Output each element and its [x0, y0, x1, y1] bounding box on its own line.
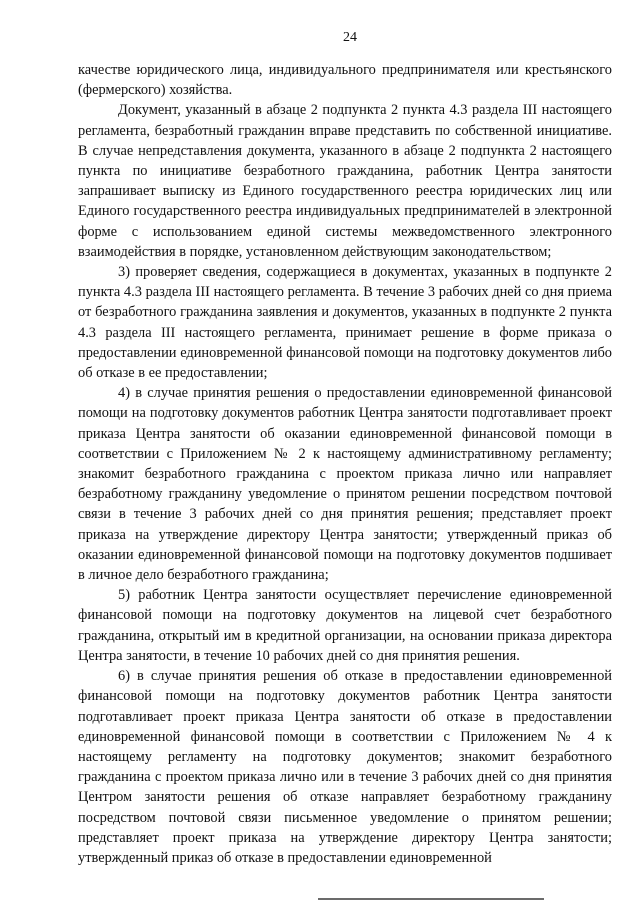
paragraph-item-4: 4) в случае принятия решения о предоставлении единовременной финансовой помощи на подготовку документов работник Центра занятости подготавливает проект приказа Центра занятости об оказании единовременной финансовой помощи в соответствии с Приложением № 2 к настоящему административному регламенту; знакомит безработного гражданина с проектом приказа лично или направляет безработному гражданину уведомление о принятом решении посредством почтовой связи в течение 3 рабочих дней со дня принятия решения; представляет проект приказа на утверждение директору Центра занятости; утвержденный приказ об оказании единовременной финансовой помощи на подготовку документов подшивает в личное дело безработного гражданина;: [78, 385, 612, 584]
paragraph-item-3: 3) проверяет сведения, содержащиеся в документах, указанных в подпункте 2 пункта 4.3 раздела III настоящего регламента. В течение 3 рабочих дней со дня приема от безработного гражданина заявления и документов, указанных в подпункте 2 пункта 4.3 раздела III настоящего регламента, принимает решение в форме приказа о предоставлении единовременной финансовой помощи на подготовку документов либо об отказе в ее предоставлении;: [78, 264, 612, 382]
paragraph-item-6: 6) в случае принятия решения об отказе в предоставлении единовременной финансовой помощи на подготовку документов работник Центра занятости подготавливает проект приказа Центра занятости об отказе в предоставлении единовременной финансовой помощи в соответствии с Приложением № 4 к настоящему регламенту на подготовку документов; знакомит безработного гражданина с проектом приказа лично или в течение 3 рабочих дней со дня принятия Центром занятости решения об отказе направляет безработному гражданину посредством почтовой связи письменное уведомление о принятом решении; представляет проект приказа на утверждение директору Центра занятости; утвержденный приказ об отказе в предоставлении единовременной: [78, 668, 612, 866]
body-text: [78, 60, 612, 868]
paragraph-document-provision: Документ, указанный в абзаце 2 подпункта 2 пункта 4.3 раздела III настоящего регламента, безработный гражданин вправе представить по собственной инициативе. В случае непредставления документа, указанного в абзаце 2 подпункта 2 настоящего пункта по инициативе безработного гражданина, работник Центра занятости запрашивает выписку из Единого государственного реестра юридических лиц или Единого государственного реестра индивидуальных предпринимателей в электронной форме с использованием единой системы межведомственного электронного взаимодействия в порядке, установленном действующим законодательством;: [78, 102, 612, 260]
page-number: 24: [343, 30, 357, 45]
scan-edge-line: [318, 898, 544, 900]
paragraph-item-5: 5) работник Центра занятости осуществляет перечисление единовременной финансовой помощи на подготовку документов на лицевой счет безработного гражданина, открытый им в кредитной организации, на основании приказа директора Центра занятости, в течение 10 рабочих дней со дня принятия решения.: [78, 587, 612, 664]
paragraph-continuation: качестве юридического лица, индивидуального предпринимателя или крестьянского (фермерского) хозяйства.: [78, 62, 612, 99]
